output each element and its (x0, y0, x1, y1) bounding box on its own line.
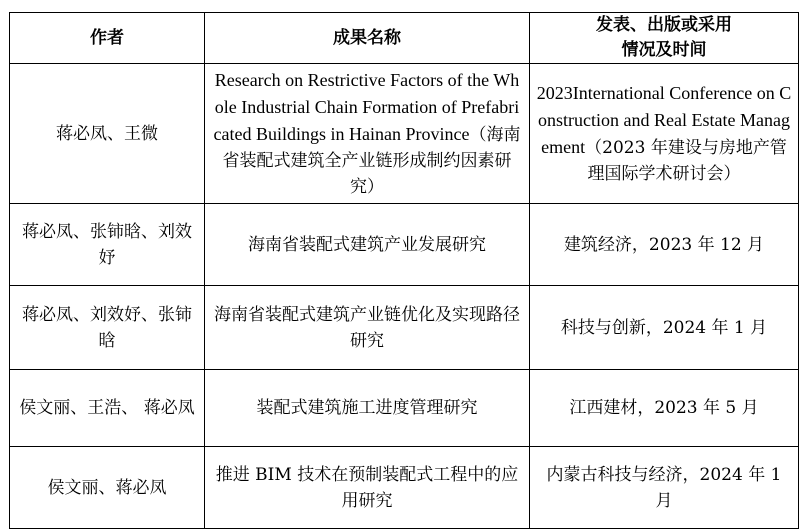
author-cell: 蒋必凤、刘效妤、张铈晗 (10, 286, 205, 370)
header-venue (530, 13, 799, 64)
venue-cell: 江西建材，2023 年 5 月 (530, 370, 799, 447)
title-cell (205, 64, 530, 204)
title-english: Research on Restrictive Factors of the Whole Industrial Chain Formation of Prefabricated Buildings in Hainan Province (213, 70, 520, 144)
venue-cell: 科技与创新，2024 年 1 月 (530, 286, 799, 370)
table-row (10, 204, 799, 286)
header-title: 成果名称 (205, 13, 530, 64)
venue-chinese: （2023 年建设与房地产管理国际学术研讨会） (585, 138, 787, 184)
title-cell: 海南省装配式建筑产业发展研究 (205, 204, 530, 286)
venue-cell (530, 64, 799, 204)
venue-english: 2023International Conference on Construction and Real Estate Management (536, 83, 792, 157)
title-chinese: （海南省装配式建筑全产业链形成制约因素研究） (222, 125, 521, 197)
author-cell: 侯文丽、蒋必凤 (10, 447, 205, 529)
header-venue-line2: 情况及时间 (621, 40, 707, 60)
table-row (10, 370, 799, 447)
achievements-table (9, 12, 799, 529)
header-author: 作者 (10, 13, 205, 64)
title-cell: 推进 BIM 技术在预制装配式工程中的应用研究 (205, 447, 530, 529)
title-cell: 海南省装配式建筑产业链优化及实现路径研究 (205, 286, 530, 370)
header-venue-line1: 发表、出版或采用 (596, 15, 732, 35)
author-cell: 侯文丽、王浩、 蒋必凤 (10, 370, 205, 447)
table-header-row (10, 13, 799, 64)
venue-cell: 建筑经济，2023 年 12 月 (530, 204, 799, 286)
table-row (10, 64, 799, 204)
table-row (10, 447, 799, 529)
author-cell: 蒋必凤、王微 (10, 64, 205, 204)
venue-cell: 内蒙古科技与经济，2024 年 1 月 (530, 447, 799, 529)
table-row (10, 286, 799, 370)
author-cell: 蒋必凤、张铈晗、刘效妤 (10, 204, 205, 286)
title-cell: 装配式建筑施工进度管理研究 (205, 370, 530, 447)
